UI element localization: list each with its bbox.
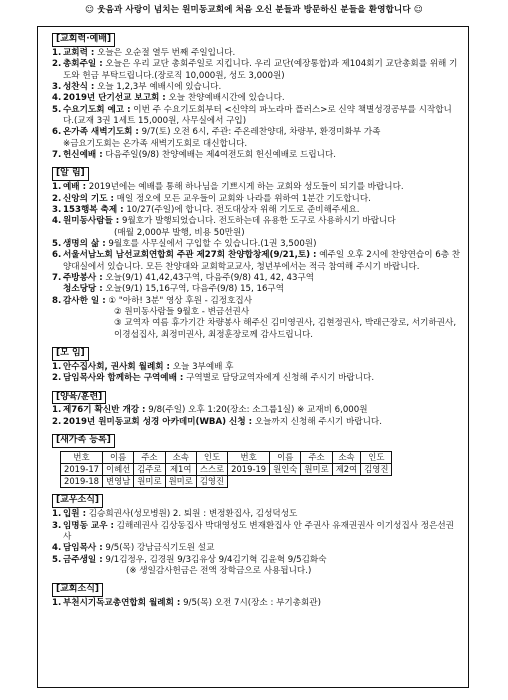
bulletin-frame bbox=[37, 26, 469, 688]
item-text: 이번 주 수요기도회부터 <신약의 파노라마 플러스>로 신약 책별성경공부를 시작합니다.(교재 3권 1세트 15,000원, 사무실에서 구입) bbox=[63, 104, 452, 126]
item-number: 6. bbox=[52, 250, 62, 261]
item-number: 2. bbox=[52, 193, 62, 204]
item-number: 3. bbox=[52, 204, 62, 215]
item-number: 7. bbox=[52, 149, 62, 160]
table-cell: 이혜선 bbox=[103, 464, 134, 476]
item-number: 4. bbox=[52, 543, 62, 554]
item-text: 오늘 3부예배 후 bbox=[172, 361, 234, 372]
table-cell: 2019-17 bbox=[61, 464, 103, 476]
table-header-cell: 번호 bbox=[61, 452, 103, 464]
item-label: 담임목사와 함께하는 구역예배 : bbox=[63, 373, 184, 384]
item-text: 9/1김정우, 김경원 9/3김유상 9/4김기혁 김윤혁 9/5김화숙 bbox=[105, 554, 327, 565]
item-text: 9/5(목) 강남금식기도원 설교 bbox=[105, 543, 215, 554]
item-text: 오늘까지 신청해 주시기 바랍니다. bbox=[254, 416, 382, 427]
item-text: 오늘 1,2,3부 예배시에 있습니다. bbox=[97, 81, 222, 92]
table-cell-empty bbox=[332, 476, 361, 488]
item-label: 담임목사 : bbox=[63, 543, 103, 554]
item-number: 1. bbox=[52, 47, 62, 58]
table-cell: 김영진 bbox=[361, 464, 392, 476]
worship-item bbox=[52, 93, 461, 104]
table-header-cell: 주소 bbox=[134, 452, 165, 464]
item-text: ② 원미동사람들 9월호 - 변금선권사 bbox=[114, 306, 250, 317]
meetings-list bbox=[52, 362, 461, 385]
church-news-item bbox=[52, 598, 461, 609]
notice-item bbox=[52, 296, 461, 307]
item-label: 입원 : bbox=[63, 509, 87, 520]
item-text: 오늘 찬양예배시간에 있습니다. bbox=[168, 93, 285, 104]
item-number: 2. bbox=[52, 373, 62, 384]
item-number: 1. bbox=[52, 405, 62, 416]
item-number: 2. bbox=[52, 416, 62, 427]
section-title-notices: [알 림] bbox=[52, 167, 89, 181]
item-text: 김승희권사(성모병원) 2. 퇴원 : 변정환집사, 김성덕성도 bbox=[88, 509, 298, 520]
meeting-item bbox=[52, 362, 461, 373]
worship-item bbox=[52, 105, 461, 128]
table-row bbox=[61, 464, 392, 476]
member-news-list bbox=[52, 509, 461, 577]
item-number: 1. bbox=[52, 361, 62, 372]
item-text: ③ 교역자 여름 휴가기간 차량봉사 해주신 김미영권사, 김현정권사, 박래근장로, 서기하권사, 이경섭집사, 최정미권사, 최정훈장로께 감사드립니다. bbox=[114, 318, 457, 340]
worship-item bbox=[52, 59, 461, 82]
item-number: 1. bbox=[52, 182, 62, 193]
section-title-church-news: [교회소식] bbox=[52, 583, 103, 597]
item-text: 예주일 오후 2시에 찬양연습이 6층 찬양대실에서 있습니다. 모든 찬양대와 교회학교교사, 청년부에서는 적극 참여해 주시기 바랍니다. bbox=[63, 250, 461, 272]
table-header-cell: 소속 bbox=[332, 452, 361, 464]
worship-item bbox=[52, 127, 461, 138]
worship-item bbox=[52, 82, 461, 93]
item-text: 9월호가 발행되었습니다. 전도하는데 유용한 도구로 사용하시기 바랍니다 bbox=[121, 216, 396, 227]
table-cell: 김주로 bbox=[134, 464, 165, 476]
table-cell: 스스로 bbox=[196, 464, 227, 476]
item-label: 생명의 삶 : bbox=[63, 238, 106, 249]
table-cell-empty bbox=[270, 476, 301, 488]
table-cell-empty bbox=[228, 476, 270, 488]
item-label: 원미동사람들 : bbox=[63, 216, 120, 227]
item-label: 부천시기독교총연합회 월례회 : bbox=[63, 598, 181, 609]
table-header-cell: 인도 bbox=[361, 452, 392, 464]
item-text: 오늘(9/1) 41,42,43구역, 다음주(9/8) 41, 42, 43구역 bbox=[105, 272, 315, 283]
notice-item bbox=[52, 284, 461, 295]
notice-item bbox=[52, 273, 461, 284]
notice-item bbox=[52, 250, 461, 273]
item-number: 4. bbox=[52, 93, 62, 104]
table-cell: 원미로 bbox=[165, 476, 196, 488]
notice-subitem bbox=[52, 318, 461, 341]
item-label: 안수집사회, 권사회 월례회 : bbox=[63, 361, 170, 372]
table-cell: 원미로 bbox=[134, 476, 165, 488]
notice-item bbox=[52, 194, 461, 205]
notice-item bbox=[52, 239, 461, 250]
training-item bbox=[52, 405, 461, 416]
item-text: 김해레권사 김상동집사 박대영성도 변재환집사 안 주권사 유재권권사 이기성집사 정은선권사 bbox=[63, 520, 454, 542]
table-header-cell: 이름 bbox=[270, 452, 301, 464]
item-text: 10/27(주일)에 합니다. 전도대상자 위해 기도로 준비해주세요. bbox=[126, 204, 360, 215]
table-cell: 2019-18 bbox=[61, 476, 103, 488]
meeting-item bbox=[52, 373, 461, 384]
item-number: 6. bbox=[52, 127, 62, 138]
table-header-cell: 이름 bbox=[103, 452, 134, 464]
item-label: 2019년 원미동교회 성경 아카데미(WBA) 신청 : bbox=[63, 416, 253, 427]
table-row bbox=[61, 476, 392, 488]
item-text: 9월호를 사무실에서 구입할 수 있습니다.(1권 3,500원) bbox=[108, 238, 317, 249]
item-label: 제76기 확신반 개강 : bbox=[63, 405, 146, 416]
worship-list bbox=[52, 48, 461, 161]
item-number: 7. bbox=[52, 272, 62, 283]
item-number: 3. bbox=[52, 81, 62, 92]
item-label: 감사한 일 : bbox=[63, 295, 106, 306]
item-text: 9/7(토) 오전 6시, 주관: 주온레찬양대, 차량부, 환경미화부 가족 bbox=[141, 127, 381, 138]
item-label: 청소당당 : bbox=[63, 284, 103, 295]
registration-table bbox=[60, 451, 392, 488]
training-list bbox=[52, 405, 461, 428]
item-text: ① "아하! 3분" 영상 후원 - 김정호집사 bbox=[108, 295, 253, 306]
item-number: 3. bbox=[52, 520, 62, 531]
table-cell: 2019-19 bbox=[228, 464, 270, 476]
item-text: 오늘은 오순절 열두 번째 주일입니다. bbox=[97, 47, 236, 58]
table-cell: 김영진 bbox=[196, 476, 227, 488]
item-label: 교회력 : bbox=[63, 47, 95, 58]
item-text: ※금요기도회는 온가족 새벽기도회로 대신합니다. bbox=[63, 138, 248, 149]
table-header-cell: 소속 bbox=[165, 452, 196, 464]
worship-item bbox=[52, 150, 461, 161]
item-text: 9/5(목) 오전 7시(장소 : 부기총회관) bbox=[183, 598, 321, 609]
worship-note bbox=[52, 139, 461, 150]
welcome-header: ☺ 웃음과 사랑이 넘치는 원미동교회에 처음 오신 분들과 방문하신 분들을 환영합니다 ☺ bbox=[85, 5, 423, 15]
item-label: 온가족 새벽기도회 : bbox=[63, 127, 139, 138]
member-news-item bbox=[52, 543, 461, 554]
item-number: 1. bbox=[52, 598, 62, 609]
item-number: 5. bbox=[52, 554, 62, 565]
item-number: 8. bbox=[52, 295, 62, 306]
item-number: 5. bbox=[52, 104, 62, 115]
church-news-list bbox=[52, 598, 461, 609]
item-label: 서울서남노회 남선교회연합회 주관 제27회 찬양합창제(9/21,토) : bbox=[63, 250, 317, 261]
item-label: 헌신예배 : bbox=[63, 149, 103, 160]
training-item bbox=[52, 417, 461, 428]
section-title-member-news: [교우소식] bbox=[52, 494, 103, 508]
member-news-item bbox=[52, 509, 461, 520]
item-label: 총회주일 : bbox=[63, 59, 103, 70]
table-cell: 원미로 bbox=[301, 464, 332, 476]
item-label: 성찬식 : bbox=[63, 81, 95, 92]
item-text: (※ 생일감사헌금은 전액 장학금으로 사용됩니다.) bbox=[126, 565, 312, 576]
item-text: 매일 정오에 모든 교우들이 교회와 나라를 위하여 1분간 기도합니다. bbox=[116, 193, 371, 204]
notices-list bbox=[52, 182, 461, 341]
table-cell: 변영남 bbox=[103, 476, 134, 488]
item-label: 153행복 축제 : bbox=[63, 204, 124, 215]
item-text: 다음주일(9/8) 찬양예배는 제4여전도회 헌신예배로 드립니다. bbox=[105, 149, 336, 160]
worship-item bbox=[52, 48, 461, 59]
item-text: 2019년에는 예배를 통해 하나님을 기쁘시게 하는 교회와 성도들이 되기를 바랍니다. bbox=[88, 182, 404, 193]
item-text: 구역별로 담당교역자에게 신청해 주시기 바랍니다. bbox=[186, 373, 375, 384]
section-title-registration: [새가족 등록] bbox=[52, 434, 115, 448]
item-number: 2. bbox=[52, 59, 62, 70]
item-text: 오늘은 우리 교단 총회주일로 지킵니다. 우리 교단(예장통합)과 제104회기 교단총회를 위해 기도와 헌금 부탁드립니다.(장로직 10,000원, 성도 3,000원) bbox=[63, 59, 458, 81]
table-header-cell: 주소 bbox=[301, 452, 332, 464]
notice-item bbox=[52, 205, 461, 216]
member-news-note bbox=[52, 566, 461, 577]
section-title-worship: [교회력·예배] bbox=[52, 33, 115, 47]
section-title-training: [양육/훈련] bbox=[52, 391, 106, 405]
notice-note bbox=[52, 228, 461, 239]
member-news-item bbox=[52, 521, 461, 544]
notice-subitem bbox=[52, 307, 461, 318]
item-label: 수요기도회 예고 : bbox=[63, 104, 131, 115]
table-cell: 제1여 bbox=[165, 464, 196, 476]
item-label: 임명동 교우 : bbox=[63, 520, 114, 531]
item-label: 신앙의 기도 : bbox=[63, 193, 114, 204]
item-label: 예배 : bbox=[63, 182, 87, 193]
item-text: 9/8(주일) 오후 1:20(장소: 소그룹1실) ※ 교재비 6,000원 bbox=[148, 405, 368, 416]
item-number: 5. bbox=[52, 238, 62, 249]
table-cell-empty bbox=[361, 476, 392, 488]
notice-item bbox=[52, 182, 461, 193]
section-title-meetings: [모 임] bbox=[52, 347, 89, 361]
item-label: 2019년 단기선교 보고회 : bbox=[63, 93, 166, 104]
member-news-item bbox=[52, 555, 461, 566]
table-cell-empty bbox=[301, 476, 332, 488]
item-number: 4. bbox=[52, 216, 62, 227]
item-text: (매월 2,000부 발행, 비용 50만원) bbox=[114, 227, 245, 238]
table-header-row bbox=[61, 452, 392, 464]
item-label: 주방봉사 : bbox=[63, 272, 103, 283]
notice-item bbox=[52, 216, 461, 227]
item-number: 1. bbox=[52, 509, 62, 520]
item-label: 금주생일 : bbox=[63, 554, 103, 565]
table-cell: 제2여 bbox=[332, 464, 361, 476]
table-header-cell: 번호 bbox=[228, 452, 270, 464]
item-text: 오늘(9/1) 15,16구역, 다음주(9/8) 15, 16구역 bbox=[105, 284, 285, 295]
table-header-cell: 인도 bbox=[196, 452, 227, 464]
table-cell: 원인숙 bbox=[270, 464, 301, 476]
